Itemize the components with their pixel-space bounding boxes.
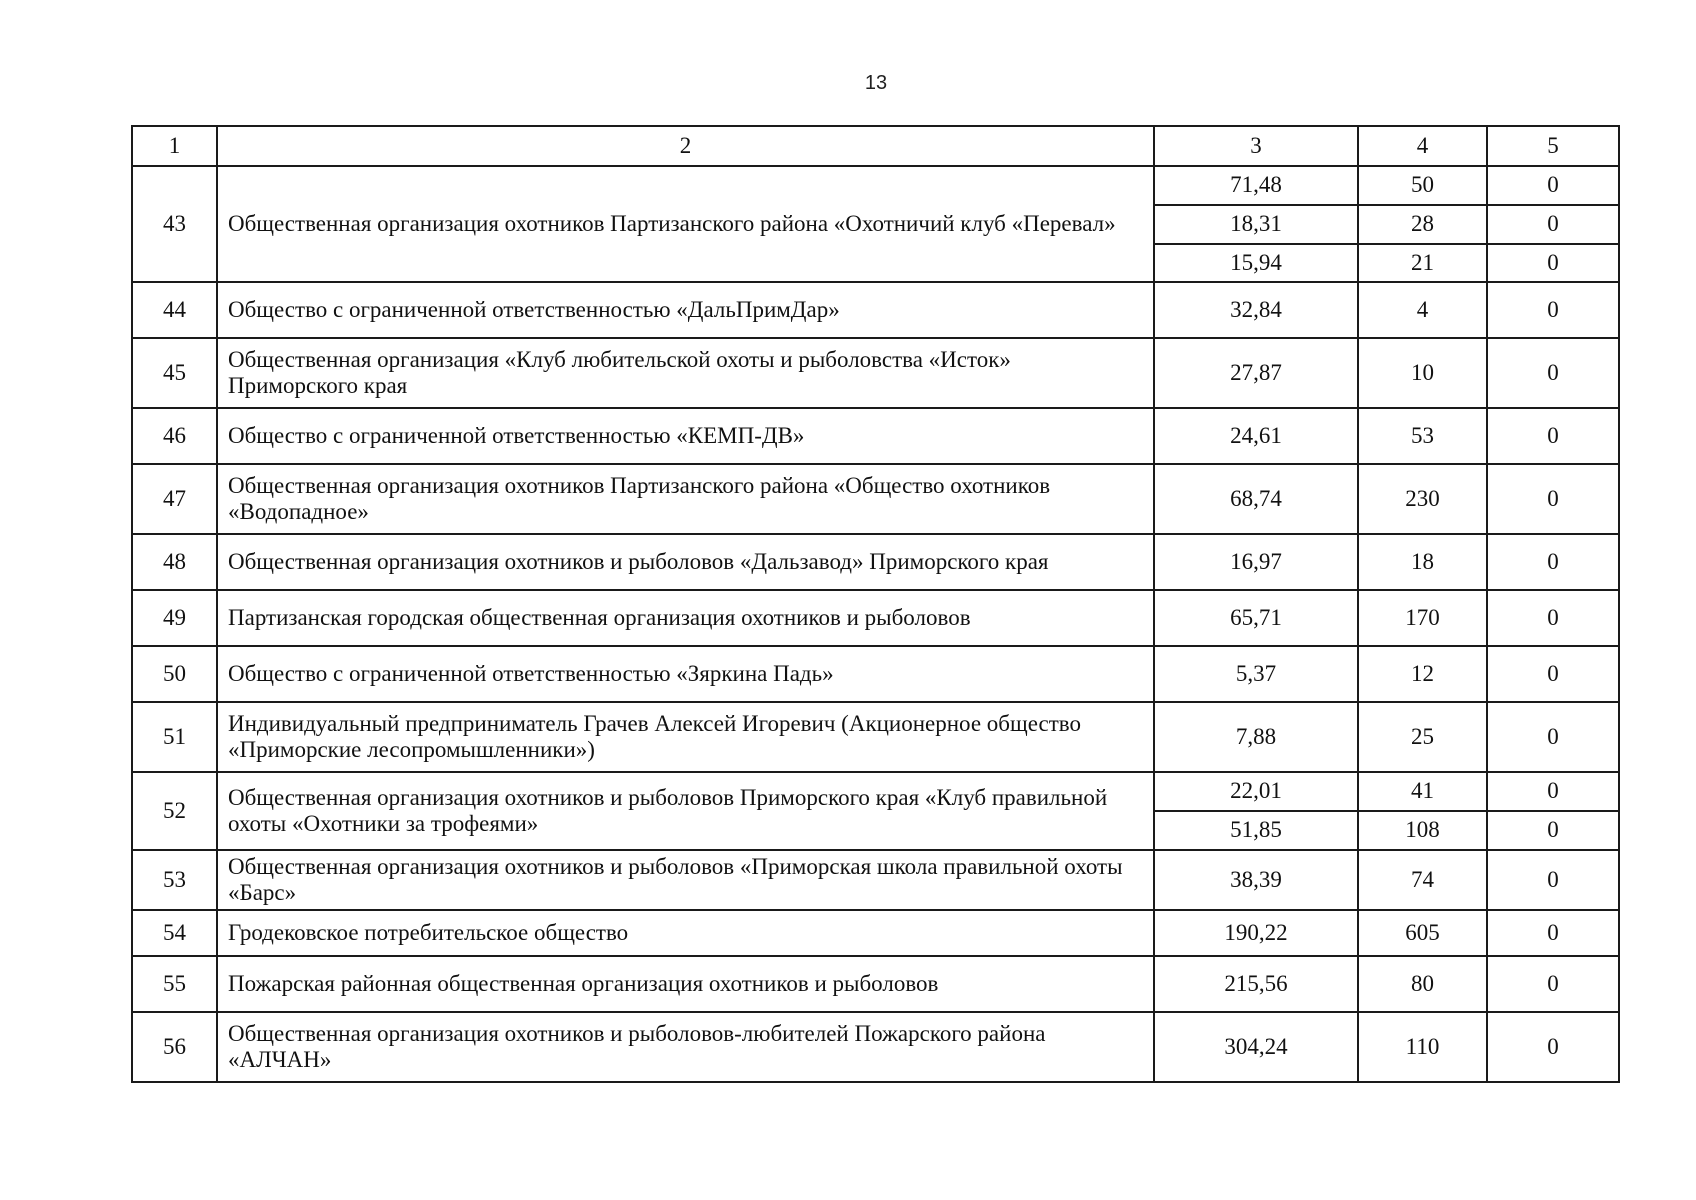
quota-value-cell: 605 [1358,910,1487,956]
column-number-4: 4 [1358,126,1487,166]
col5-value-cell: 0 [1487,464,1619,534]
organization-name-cell: Пожарская районная общественная организация охотников и рыболовов [217,956,1154,1012]
row-number-cell: 47 [132,464,217,534]
table-row [132,408,1619,464]
column-number-row [132,126,1619,166]
quota-value-cell: 41 [1358,772,1487,811]
col5-value-cell: 0 [1487,850,1619,910]
row-number-cell: 48 [132,534,217,590]
quota-value-cell: 74 [1358,850,1487,910]
row-number-cell: 46 [132,408,217,464]
quota-value-cell: 25 [1358,702,1487,772]
row-number-cell: 56 [132,1012,217,1082]
area-value-cell: 7,88 [1154,702,1358,772]
table-row [132,956,1619,1012]
table-row [132,534,1619,590]
col5-value-cell: 0 [1487,408,1619,464]
col5-value-cell: 0 [1487,772,1619,811]
organization-name-cell: Общественная организация охотников и рыболовов-любителей Пожарского района «АЛЧАН» [217,1012,1154,1082]
quota-value-cell: 28 [1358,205,1487,244]
col5-value-cell: 0 [1487,910,1619,956]
registry-table-body [132,126,1619,1082]
col5-value-cell: 0 [1487,1012,1619,1082]
area-value-cell: 215,56 [1154,956,1358,1012]
row-number-cell: 55 [132,956,217,1012]
quota-value-cell: 4 [1358,282,1487,338]
quota-value-cell: 10 [1358,338,1487,408]
quota-value-cell: 108 [1358,811,1487,850]
area-value-cell: 27,87 [1154,338,1358,408]
area-value-cell: 5,37 [1154,646,1358,702]
column-number-5: 5 [1487,126,1619,166]
table-row [132,338,1619,408]
table-row [132,850,1619,910]
area-value-cell: 65,71 [1154,590,1358,646]
area-value-cell: 190,22 [1154,910,1358,956]
area-value-cell: 51,85 [1154,811,1358,850]
col5-value-cell: 0 [1487,282,1619,338]
quota-value-cell: 53 [1358,408,1487,464]
column-number-3: 3 [1154,126,1358,166]
table-row [132,282,1619,338]
organization-name-cell: Общественная организация охотников Партизанского района «Охотничий клуб «Перевал» [217,166,1154,282]
area-value-cell: 22,01 [1154,772,1358,811]
organization-name-cell: Общественная организация «Клуб любительской охоты и рыболовства «Исток» Приморского края [217,338,1154,408]
area-value-cell: 71,48 [1154,166,1358,205]
quota-value-cell: 18 [1358,534,1487,590]
quota-value-cell: 80 [1358,956,1487,1012]
col5-value-cell: 0 [1487,166,1619,205]
organization-name-cell: Общество с ограниченной ответственностью «Зяркина Падь» [217,646,1154,702]
col5-value-cell: 0 [1487,534,1619,590]
col5-value-cell: 0 [1487,590,1619,646]
quota-value-cell: 230 [1358,464,1487,534]
col5-value-cell: 0 [1487,205,1619,244]
row-number-cell: 52 [132,772,217,850]
row-number-cell: 45 [132,338,217,408]
col5-value-cell: 0 [1487,646,1619,702]
row-number-cell: 43 [132,166,217,282]
column-number-1: 1 [132,126,217,166]
row-number-cell: 49 [132,590,217,646]
table-row [132,702,1619,772]
table-row [132,646,1619,702]
organization-name-cell: Партизанская городская общественная организация охотников и рыболовов [217,590,1154,646]
organization-name-cell: Общество с ограниченной ответственностью «КЕМП-ДВ» [217,408,1154,464]
organization-name-cell: Гродековское потребительское общество [217,910,1154,956]
organization-name-cell: Общественная организация охотников и рыболовов Приморского края «Клуб правильной охоты «Охотники за трофеями» [217,772,1154,850]
quota-value-cell: 170 [1358,590,1487,646]
table-row [132,910,1619,956]
table-row [132,772,1619,811]
area-value-cell: 24,61 [1154,408,1358,464]
col5-value-cell: 0 [1487,338,1619,408]
row-number-cell: 53 [132,850,217,910]
quota-value-cell: 21 [1358,244,1487,282]
page-number: 13 [864,72,888,94]
area-value-cell: 18,31 [1154,205,1358,244]
row-number-cell: 50 [132,646,217,702]
area-value-cell: 32,84 [1154,282,1358,338]
quota-value-cell: 50 [1358,166,1487,205]
col5-value-cell: 0 [1487,956,1619,1012]
organization-name-cell: Общественная организация охотников и рыболовов «Дальзавод» Приморского края [217,534,1154,590]
row-number-cell: 51 [132,702,217,772]
col5-value-cell: 0 [1487,811,1619,850]
area-value-cell: 15,94 [1154,244,1358,282]
organization-name-cell: Общественная организация охотников Партизанского района «Общество охотников «Водопадное» [217,464,1154,534]
quota-value-cell: 110 [1358,1012,1487,1082]
col5-value-cell: 0 [1487,244,1619,282]
table-row [132,464,1619,534]
organization-name-cell: Индивидуальный предприниматель Грачев Алексей Игоревич (Акционерное общество «Приморские лесопромышленники») [217,702,1154,772]
area-value-cell: 16,97 [1154,534,1358,590]
col5-value-cell: 0 [1487,702,1619,772]
organization-name-cell: Общественная организация охотников и рыболовов «Приморская школа правильной охоты «Барс» [217,850,1154,910]
table-row [132,1012,1619,1082]
row-number-cell: 44 [132,282,217,338]
area-value-cell: 38,39 [1154,850,1358,910]
area-value-cell: 68,74 [1154,464,1358,534]
registry-table [131,125,1620,1083]
quota-value-cell: 12 [1358,646,1487,702]
area-value-cell: 304,24 [1154,1012,1358,1082]
row-number-cell: 54 [132,910,217,956]
table-row [132,166,1619,205]
column-number-2: 2 [217,126,1154,166]
organization-name-cell: Общество с ограниченной ответственностью «ДальПримДар» [217,282,1154,338]
table-row [132,590,1619,646]
